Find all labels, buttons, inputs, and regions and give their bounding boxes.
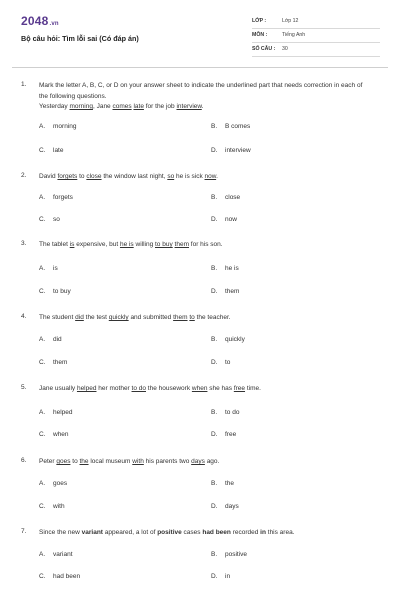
question-text-segment: cases — [181, 529, 203, 536]
answer-option[interactable] — [211, 480, 234, 487]
answer-option[interactable] — [211, 431, 236, 438]
question-text-segment: local museum — [88, 458, 133, 465]
underlined-part: with — [132, 458, 144, 465]
option-text: to do — [225, 409, 240, 416]
underlined-part: to do — [131, 385, 146, 392]
option-letter: A. — [39, 480, 46, 487]
underlined-part: to buy — [155, 241, 173, 248]
option-letter: A. — [39, 551, 46, 558]
underlined-part: them — [174, 241, 189, 248]
option-text: close — [225, 194, 241, 201]
underlined-part: now — [204, 173, 217, 180]
option-letter: C. — [39, 216, 46, 223]
answer-option[interactable] — [39, 336, 62, 343]
underlined-part: forgets — [57, 173, 78, 180]
question-text-segment: this area. — [265, 529, 295, 536]
underlined-part: so — [167, 173, 175, 180]
option-text: them — [225, 288, 240, 295]
answer-option[interactable] — [39, 288, 71, 295]
logo-suffix: .vn — [49, 21, 59, 27]
question-number: 2. — [21, 172, 27, 179]
underlined-part: close — [86, 173, 102, 180]
meta-subject-label: MÔN : — [252, 32, 268, 38]
question-text-segment: the housework — [146, 385, 192, 392]
question-number: 7. — [21, 528, 27, 535]
question-text-segment: . — [201, 103, 204, 110]
option-letter: C. — [39, 431, 46, 438]
option-text: interview — [225, 147, 251, 154]
meta-subject-value: Tiếng Anh — [282, 32, 306, 38]
option-text: helped — [53, 409, 73, 416]
answer-option[interactable] — [39, 147, 63, 154]
question-number: 6. — [21, 457, 27, 464]
option-text: in — [225, 573, 231, 580]
option-letter: C. — [39, 147, 46, 154]
answer-option[interactable] — [39, 123, 76, 130]
question-text — [39, 172, 370, 183]
underlined-part: quickly — [108, 314, 129, 321]
answer-option[interactable] — [211, 288, 239, 295]
question-text — [39, 240, 370, 251]
question-text-segment: David — [39, 173, 58, 180]
question-text-segment: appeared, a lot of — [102, 529, 158, 536]
worksheet-header — [0, 0, 400, 63]
option-text: days — [225, 503, 239, 510]
meta-class-label: LỚP : — [252, 18, 267, 24]
answer-option[interactable] — [211, 573, 230, 580]
question-text-segment: recorded — [230, 529, 261, 536]
question-text-segment: his parents two — [143, 458, 192, 465]
underlined-part: interview — [176, 103, 202, 110]
option-letter: D. — [211, 147, 218, 154]
answer-option[interactable] — [211, 194, 240, 201]
question-text-segment: and submitted — [128, 314, 174, 321]
option-text: with — [53, 503, 65, 510]
option-letter: B. — [211, 336, 218, 343]
option-letter: C. — [39, 288, 46, 295]
answer-option[interactable] — [39, 551, 73, 558]
logo-main: 2048 — [21, 14, 49, 28]
option-letter: A. — [39, 409, 46, 416]
option-letter: D. — [211, 359, 218, 366]
answer-option[interactable] — [39, 265, 58, 272]
question-text-segment: Yesterday — [39, 103, 70, 110]
option-text: B comes — [225, 123, 251, 130]
option-letter: B. — [211, 551, 218, 558]
answer-option[interactable] — [39, 480, 67, 487]
question-text-segment: to — [70, 458, 80, 465]
option-letter: B. — [211, 480, 218, 487]
question-text-segment: Mark the letter A, B, C, or D on your answer sheet to indicate the underlined part that needs correction in each of the following questions. — [39, 82, 363, 100]
option-text: late — [53, 147, 64, 154]
option-text: goes — [53, 480, 68, 487]
underlined-part: comes — [112, 103, 132, 110]
question-text — [39, 313, 370, 324]
option-text: the — [225, 480, 235, 487]
meta-class-row — [252, 15, 380, 29]
option-text: to buy — [53, 288, 71, 295]
option-letter: B. — [211, 409, 218, 416]
option-text: positive — [225, 551, 248, 558]
question-text-segment: expensive, but — [74, 241, 120, 248]
question-text-segment: the teacher. — [194, 314, 231, 321]
option-letter: B. — [211, 265, 218, 272]
question-text — [39, 384, 370, 395]
option-letter: A. — [39, 194, 46, 201]
answer-option[interactable] — [39, 409, 73, 416]
question-text-segment: she has — [207, 385, 234, 392]
question-text-segment: the window last night, — [101, 173, 168, 180]
option-text: he is — [225, 265, 239, 272]
question-number: 4. — [21, 313, 27, 320]
question-text-segment: time. — [245, 385, 261, 392]
underlined-part: goes — [56, 458, 71, 465]
question-text-segment: Since the new — [39, 529, 82, 536]
option-text: did — [53, 336, 62, 343]
meta-count-value: 30 — [282, 46, 288, 52]
answer-option[interactable] — [39, 573, 80, 580]
question-text-segment: willing — [133, 241, 155, 248]
option-text: forgets — [53, 194, 73, 201]
option-text: is — [53, 265, 58, 272]
question-text-segment: her mother — [96, 385, 132, 392]
question-text — [39, 528, 370, 539]
marked-part: variant — [81, 529, 103, 536]
question-text-segment: The student — [39, 314, 76, 321]
answer-option[interactable] — [39, 216, 60, 223]
underlined-part: helped — [76, 385, 97, 392]
question-text-segment: ago. — [204, 458, 220, 465]
underlined-part: to — [189, 314, 195, 321]
underlined-part: the — [79, 458, 89, 465]
answer-option[interactable] — [211, 216, 237, 223]
question-text-segment: he is sick — [174, 173, 205, 180]
answer-option[interactable] — [211, 503, 239, 510]
option-text: free — [225, 431, 237, 438]
option-letter: A. — [39, 265, 46, 272]
question-text-segment: to — [77, 173, 87, 180]
answer-option[interactable] — [211, 123, 250, 130]
question-text-segment: The tablet — [39, 241, 70, 248]
answer-option[interactable] — [211, 551, 247, 558]
option-letter: D. — [211, 573, 218, 580]
option-text: morning — [53, 123, 77, 130]
option-letter: A. — [39, 336, 46, 343]
question-text-segment: for the job — [143, 103, 177, 110]
underlined-part: late — [133, 103, 144, 110]
option-text: them — [53, 359, 68, 366]
option-text: had been — [53, 573, 81, 580]
underlined-part: did — [75, 314, 84, 321]
option-letter: C. — [39, 359, 46, 366]
question-text-segment: Jane usually — [39, 385, 77, 392]
document-title: Bộ câu hỏi: Tìm lỗi sai (Có đáp án) — [21, 34, 139, 43]
header-divider — [12, 67, 388, 68]
underlined-part: them — [173, 314, 188, 321]
question-text-segment: for his son. — [188, 241, 223, 248]
answer-option[interactable] — [211, 336, 245, 343]
option-text: now — [225, 216, 237, 223]
answer-option[interactable] — [211, 147, 251, 154]
option-letter: A. — [39, 123, 46, 130]
meta-count-row — [252, 43, 380, 57]
question-text — [39, 457, 370, 468]
underlined-part: when — [191, 385, 208, 392]
answer-option[interactable] — [39, 431, 69, 438]
option-text: so — [53, 216, 60, 223]
answer-option[interactable] — [211, 265, 239, 272]
answer-option[interactable] — [39, 503, 65, 510]
site-logo[interactable] — [21, 14, 59, 28]
option-letter: B. — [211, 123, 218, 130]
marked-part: positive — [157, 529, 182, 536]
question-number: 5. — [21, 384, 27, 391]
answer-option[interactable] — [39, 194, 73, 201]
question-text-segment: . — [216, 173, 218, 180]
option-letter: D. — [211, 216, 218, 223]
option-letter: C. — [39, 573, 46, 580]
answer-option[interactable] — [211, 359, 230, 366]
question-text-segment: the test — [83, 314, 109, 321]
question-number: 1. — [21, 81, 27, 88]
underlined-part: he is — [119, 241, 134, 248]
underlined-part: morning — [69, 103, 93, 110]
option-letter: B. — [211, 194, 218, 201]
meta-subject-row — [252, 29, 380, 43]
option-text: when — [53, 431, 69, 438]
question-number: 3. — [21, 240, 27, 247]
answer-option[interactable] — [211, 409, 239, 416]
meta-class-value: Lớp 12 — [282, 18, 299, 24]
option-text: variant — [53, 551, 73, 558]
option-letter: D. — [211, 431, 218, 438]
underlined-part: days — [191, 458, 205, 465]
answer-option[interactable] — [39, 359, 67, 366]
meta-count-label: SỐ CÂU : — [252, 46, 276, 52]
underlined-part: is — [69, 241, 75, 248]
question-text-segment: Peter — [39, 458, 57, 465]
marked-part: in — [260, 529, 266, 536]
option-text: to — [225, 359, 231, 366]
option-text: quickly — [225, 336, 245, 343]
question-text-segment: , Jane — [92, 103, 113, 110]
marked-part: had been — [202, 529, 231, 536]
option-letter: D. — [211, 288, 218, 295]
option-letter: C. — [39, 503, 46, 510]
option-letter: D. — [211, 503, 218, 510]
underlined-part: free — [233, 385, 246, 392]
question-text — [39, 81, 370, 113]
